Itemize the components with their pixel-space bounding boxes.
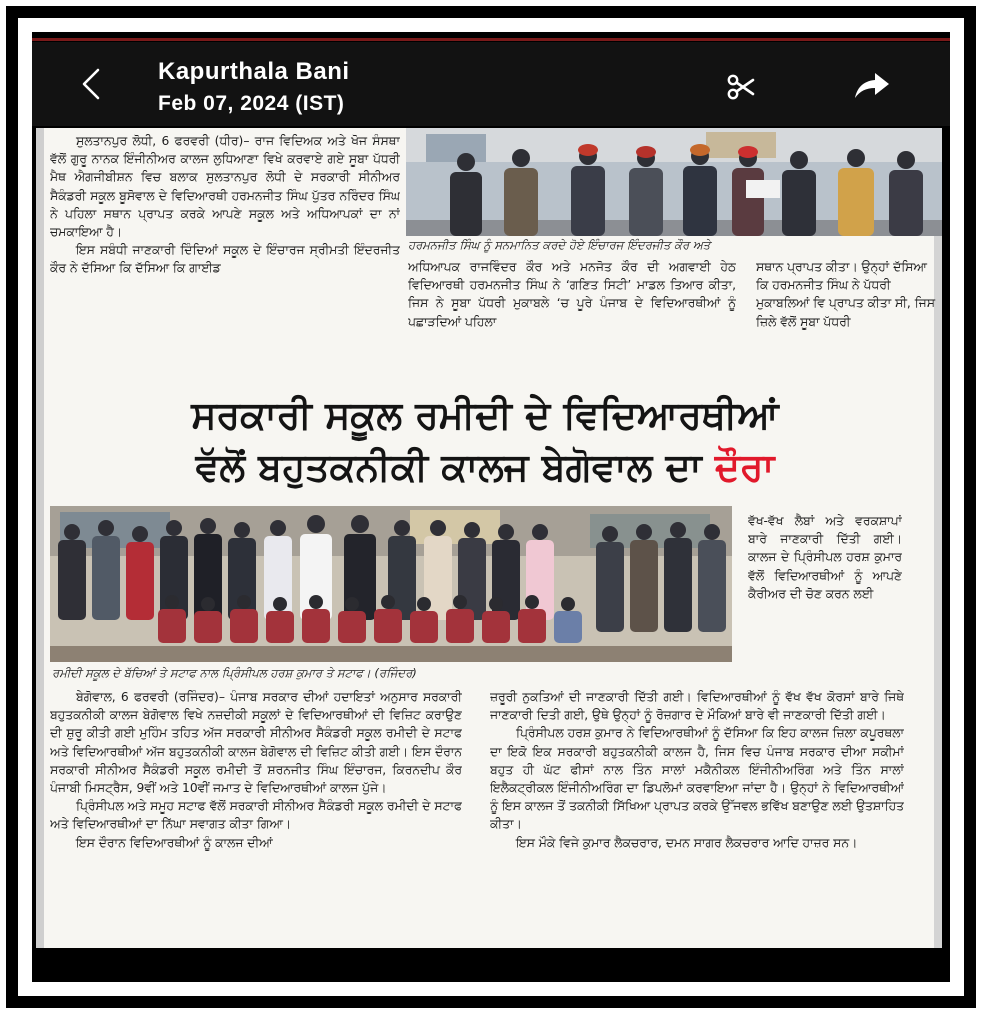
article1-col1-para1: ਸੁਲਤਾਨਪੁਰ ਲੋਧੀ, 6 ਫਰਵਰੀ (ਧੀਰ)– ਰਾਜ ਵਿਦਿਅਕ ਅਤੇ ਖੋਜ ਸੰਸਥਾ ਵੱਲੋਂ ਗੁਰੂ ਨਾਨਕ ਇੰਜੀਨੀਅਰ ਕਾਲਜ ਲੁਧਿਆਣਾ ਵਿਖੇ ਕਰਵਾਏ ਗਏ ਸੂਬਾ ਪੱਧਰੀ ਮੈਥ ਐਗਜੀਬੀਸ਼ਨ ਵਿਚ ਬਲਾਕ ਸੁਲਤਾਨਪੁਰ ਲੋਧੀ ਦੇ ਸਰਕਾਰੀ ਸੀਨੀਅਰ ਸੈਕੰਡਰੀ ਸਕੂਲ ਬੂਸੋਵਾਲ ਦੇ ਵਿਦਿਆਰਥੀ ਹਰਮਨਜੀਤ ਸਿੰਘ ਪੁੱਤਰ ਨਰਿੰਦਰ ਸਿੰਘ ਨੇ ਪਹਿਲਾ ਸਥਾਨ ਪ੍ਰਾਪਤ ਕਰਕੇ ਆਪਣੇ ਸਕੂਲ ਅਤੇ ਅਧਿਆਪਕਾਂ ਦਾ ਨਾਂ ਚਮਕਾਇਆ ਹੈ। bbox=[50, 134, 400, 240]
article2-col2-para1: ਜ਼ਰੂਰੀ ਨੁਕਤਿਆਂ ਦੀ ਜਾਣਕਾਰੀ ਦਿੱਤੀ ਗਈ। ਵਿਦਿਆਰਥੀਆਂ ਨੂੰ ਵੱਖ ਵੱਖ ਕੋਰਸਾਂ ਬਾਰੇ ਜਿਥੇ ਜਾਣਕਾਰੀ ਦਿਤੀ ਗਈ, ਉਥੇ ਉਨ੍ਹਾਂ ਨੂੰ ਰੋਜ਼ਗਾਰ ਦੇ ਮੌਕਿਆਂ ਬਾਰੇ ਵੀ ਜਾਣਕਾਰੀ ਦਿੱਤੀ ਗਈ। bbox=[490, 690, 904, 723]
article2-col2-para2: ਪ੍ਰਿੰਸੀਪਲ ਹਰਸ਼ ਕੁਮਾਰ ਨੇ ਵਿਦਿਆਰਥੀਆਂ ਨੂੰ ਦੱਸਿਆ ਕਿ ਇਹ ਕਾਲਜ ਜ਼ਿਲਾ ਕਪੂਰਥਲਾ ਦਾ ਇਕੋ ਇਕ ਸਰਕਾਰੀ ਬਹੁਤਕਨੀਕੀ ਕਾਲਜ ਹੈ, ਜਿਸ ਵਿਚ ਪੰਜਾਬ ਸਰਕਾਰ ਦੀਆ ਸਕੀਮਾਂ ਬਹੁਤ ਹੀ ਘੱਟ ਫੀਸਾਂ ਨਾਲ ਤਿੰਨ ਸਾਲਾਂ ਮਕੈਨੀਕਲ ਇੰਜੀਨੀਅਰਿੰਗ ਅਤੇ ਤਿੰਨ ਸਾਲਾਂ ਇਲੈਕਟ੍ਰੀਕਲ ਇੰਜੀਨੀਅਰਿੰਗ ਦਾ ਡਿਪਲੋਮਾਂ ਕਰਵਾਇਆ ਜਾਂਦਾ ਹੈ। ਉਨ੍ਹਾਂ ਨੇ ਵਿਦਿਆਰਥੀਆਂ ਨੂੰ ਇਸ ਕਾਲਜ ਤੋਂ ਤਕਨੀਕੀ ਸਿੱਖਿਆ ਪ੍ਰਾਪਤ ਕਰਕੇ ਉੱਜਵਲ ਭਵਿੱਖ ਬਣਾਉਣ ਲਈ ਉਤਸ਼ਾਹਿਤ ਕੀਤਾ। bbox=[490, 726, 904, 832]
article2-side-column: ਵੱਖ-ਵੱਖ ਲੈਬਾਂ ਅਤੇ ਵਰਕਸ਼ਾਪਾਂ ਬਾਰੇ ਜਾਣਕਾਰੀ ਦਿੱਤੀ ਗਈ। ਕਾਲਜ ਦੇ ਪ੍ਰਿੰਸੀਪਲ ਹਰਸ਼ ਕੁਮਾਰ ਵੱਲੋਂ ਵਿਦਿਆਰਥੀਆਂ ਨੂੰ ਆਪਣੇ ਕੈਰੀਅਰ ਦੀ ਚੋਣ ਕਰਨ ਲਈ bbox=[748, 514, 902, 601]
share-arrow-icon[interactable] bbox=[852, 70, 892, 102]
page-edge-left bbox=[36, 128, 44, 948]
article2-column1 bbox=[50, 688, 462, 944]
award-ceremony-photo bbox=[406, 128, 942, 236]
edition-date: Feb 07, 2024 (IST) bbox=[158, 92, 345, 115]
article2-col2-para3: ਇਸ ਮੌਕੇ ਵਿਜੇ ਕੁਮਾਰ ਲੈਕਚਰਾਰ, ਦਮਨ ਸਾਗਰ ਲੈਕਚਰਾਰ ਆਦਿ ਹਾਜ਼ਰ ਸਨ। bbox=[516, 835, 858, 850]
scissors-icon[interactable] bbox=[726, 72, 756, 102]
app-title: Kapurthala Bani bbox=[158, 58, 350, 85]
article2-col1-para1: ਬੇਗੋਵਾਲ, 6 ਫਰਵਰੀ (ਰਜਿੰਦਰ)– ਪੰਜਾਬ ਸਰਕਾਰ ਦੀਆਂ ਹਦਾਇਤਾਂ ਅਨੁਸਾਰ ਸਰਕਾਰੀ ਬਹੁਤਕਨੀਕੀ ਕਾਲਜ ਬੇਗੋਵਾਲ ਵਿਖੇ ਨਜ਼ਦੀਕੀ ਸਕੂਲਾਂ ਦੇ ਵਿਦਿਆਰਥੀਆਂ ਦੀ ਵਿਜ਼ਿਟ ਕਰਾਉਣ ਦੀ ਸ਼ੁਰੂ ਕੀਤੀ ਗਈ ਮੁਹਿੰਮ ਤਹਿਤ ਅੱਜ ਸਰਕਾਰੀ ਸੀਨੀਅਰ ਸੈਕੰਡਰੀ ਸਕੂਲ ਰਮੀਦੀ ਦੇ ਸਟਾਫ ਅਤੇ ਵਿਦਿਆਰਥੀਆਂ ਅੱਜ ਬਹੁਤਕਨੀਕੀ ਕਾਲਜ ਬੇਗੋਵਾਲ ਦੀ ਵਿਜ਼ਿਟ ਕੀਤੀ ਗਈ। ਇਸ ਦੌਰਾਨ ਸਰਕਾਰੀ ਸੀਨੀਅਰ ਸੈਕੰਡਰੀ ਸਕੂਲ ਰਮੀਦੀ ਤੋਂ ਸ਼ਰਨਜੀਤ ਸਿੰਘ ਇੰਚਾਰਜ, ਕਿਰਨਦੀਪ ਕੌਰ ਪੰਜਾਬੀ ਮਿਸਟ੍ਰੈਸ, 9ਵੀਂ ਅਤੇ 10ਵੀਂ ਜਮਾਤ ਦੇ ਵਿਦਿਆਰਥੀਆਂ ਕਾਲਜ ਪੁੱਜੇ। bbox=[50, 690, 462, 796]
headline-accent-word: ਦੌਰਾ bbox=[714, 445, 775, 489]
article2-headline-line2 bbox=[50, 444, 920, 490]
article1-column2: ਅਧਿਆਪਕ ਰਾਜਵਿੰਦਰ ਕੌਰ ਅਤੇ ਮਨਜੋਤ ਕੌਰ ਦੀ ਅਗਵਾਈ ਹੇਠ ਵਿਦਿਆਰਥੀ ਹਰਮਨਜੀਤ ਸਿੰਘ ਨੇ ‘ਗਣਿਤ ਸਿਟੀ’ ਮਾਡਲ ਤਿਆਰ ਕੀਤਾ, ਜਿਸ ਨੇ ਸੂਬਾ ਪੱਧਰੀ ਮੁਕਾਬਲੇ ‘ਚ ਪੂਰੇ ਪੰਜਾਬ ਦੇ ਵਿਦਿਆਰਥੀਆਂ ਨੂੰ ਪਛਾੜਦਿਆਂ ਪਹਿਲਾ bbox=[408, 260, 736, 329]
article2-column2 bbox=[490, 688, 904, 944]
group-photo bbox=[50, 506, 732, 662]
app-bar bbox=[32, 42, 950, 126]
article2-col1-para2: ਪ੍ਰਿੰਸੀਪਲ ਅਤੇ ਸਮੂਹ ਸਟਾਫ ਵੱਲੋਂ ਸਰਕਾਰੀ ਸੀਨੀਅਰ ਸੈਕੰਡਰੀ ਸਕੂਲ ਰਮੀਦੀ ਦੇ ਸਟਾਫ ਅਤੇ ਵਿਦਿਆਰਥੀਆਂ ਦਾ ਨਿੱਘਾ ਸਵਾਗਤ ਕੀਤਾ ਗਿਆ। bbox=[50, 799, 462, 832]
newspaper-clipping bbox=[36, 128, 942, 948]
article2-headline-line1: ਸਰਕਾਰੀ ਸਕੂਲ ਰਮੀਦੀ ਦੇ ਵਿਦਿਆਰਥੀਆਂ bbox=[191, 393, 779, 437]
article2-photo-caption: ਰਮੀਦੀ ਸਕੂਲ ਦੇ ਬੱਚਿਆਂ ਤੇ ਸਟਾਫ ਨਾਲ ਪ੍ਰਿੰਸੀਪਲ ਹਰਸ਼ ਕੁਮਾਰ ਤੇ ਸਟਾਫ। (ਰਜਿੰਦਰ) bbox=[52, 666, 417, 680]
article2-col1-para3: ਇਸ ਦੌਰਾਨ ਵਿਦਿਆਰਥੀਆਂ ਨੂੰ ਕਾਲਜ ਦੀਆਂ bbox=[76, 835, 273, 850]
article1-column3: ਸਥਾਨ ਪ੍ਰਾਪਤ ਕੀਤਾ। ਉਨ੍ਹਾਂ ਦੱਸਿਆ ਕਿ ਹਰਮਨਜੀਤ ਸਿੰਘ ਨੇ ਪੱਧਰੀ ਮੁਕਾਬਲਿਆਂ ਵਿ ਪ੍ਰਾਪਤ ਕੀਤਾ ਸੀ, ਜਿਸ ਜ਼ਿਲੇ ਵੱਲੋਂ ਸੂਬਾ ਪੱਧਰੀ bbox=[756, 260, 935, 329]
status-strip bbox=[32, 38, 950, 41]
back-arrow-icon[interactable] bbox=[72, 64, 112, 104]
headline-main-text: ਵੱਲੋਂ ਬਹੁਤਕਨੀਕੀ ਕਾਲਜ ਬੇਗੋਵਾਲ ਦਾ bbox=[195, 445, 715, 489]
article1-col1-para2: ਇਸ ਸਬੰਧੀ ਜਾਣਕਾਰੀ ਦਿੰਦਿਆਂ ਸਕੂਲ ਦੇ ਇੰਚਾਰਜ ਸ੍ਰੀਮਤੀ ਇੰਦਰਜੀਤ ਕੌਰ ਨੇ ਦੱਸਿਆ ਕਿ ਦੱਸਿਆ ਕਿ ਗਾਈਡ bbox=[50, 243, 400, 276]
article1-photo-caption: ਹਰਮਨਜੀਤ ਸਿੰਘ ਨੂੰ ਸਨਮਾਨਿਤ ਕਰਦੇ ਹੋਏ ਇੰਚਾਰਜ ਇੰਦਰਜੀਤ ਕੌਰ ਅਤੇ bbox=[408, 238, 711, 252]
article1-column1 bbox=[50, 132, 400, 360]
phone-screen bbox=[32, 32, 950, 982]
